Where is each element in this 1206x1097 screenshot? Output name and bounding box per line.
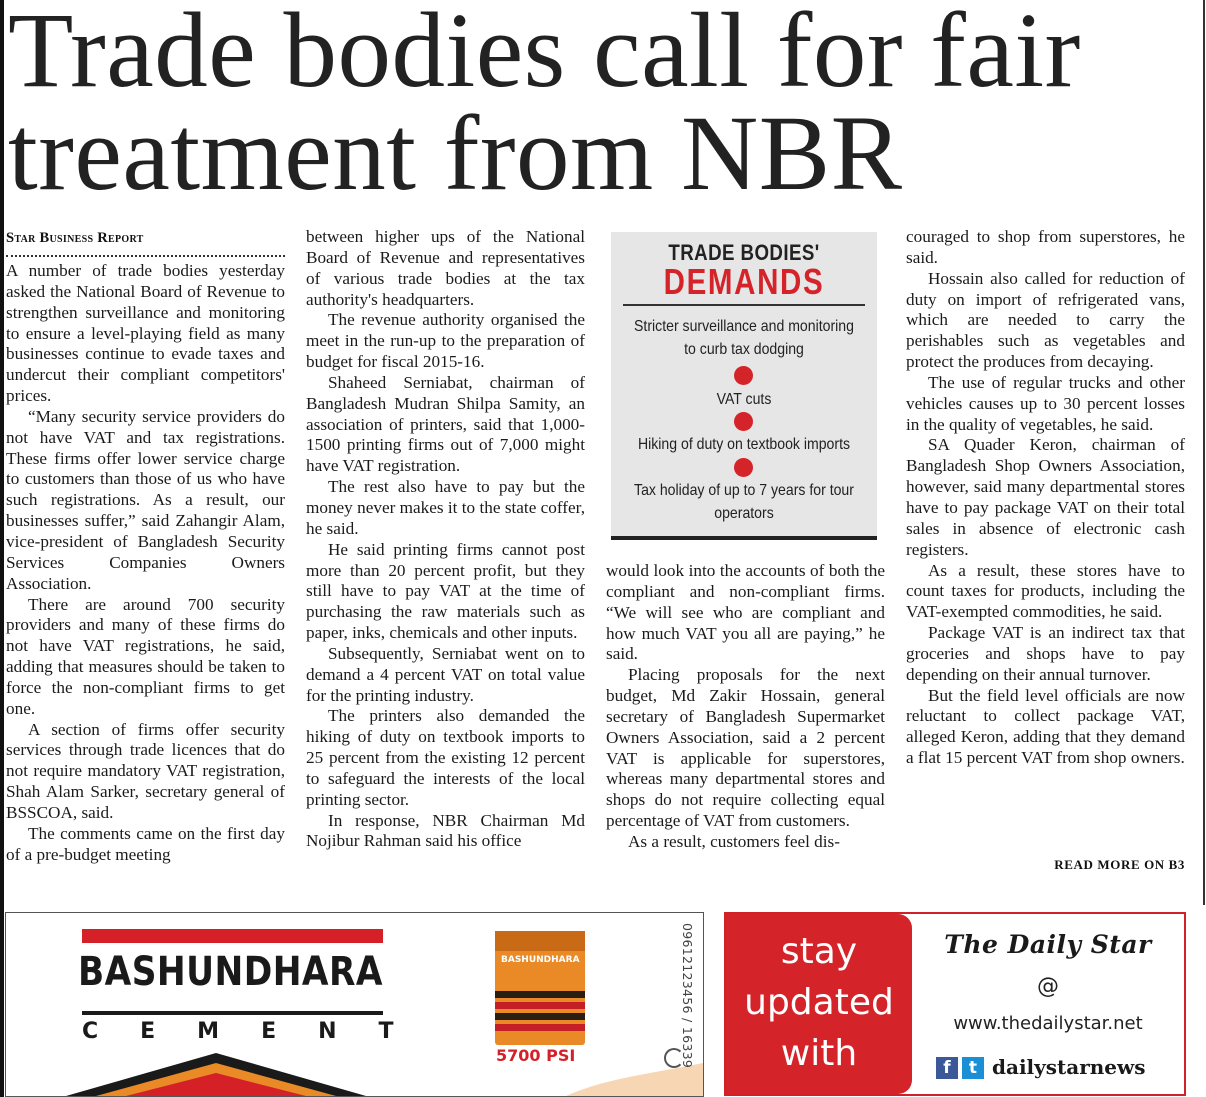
paragraph: couraged to shop from superstores, he said.	[906, 227, 1185, 267]
paragraph: A number of trade bodies yesterday asked the National Board of Revenue to strengthen surveillance and monitoring to ensure a level-playing field as many businesses continue to evade taxes and undercut their compliant competitors' prices.	[6, 261, 285, 406]
ad-red-panel	[726, 914, 912, 1094]
byline-divider	[6, 248, 285, 257]
brand-subtitle: CEMENT	[82, 1019, 436, 1044]
demand-item: Hiking of duty on textbook imports	[637, 436, 851, 453]
demand-item: Tax holiday of up to 7 years for tour operators	[634, 482, 854, 522]
paragraph: The comments came on the first day of a pre-budget meeting	[6, 823, 285, 864]
demand-item: Stricter surveillance and monitoring to curb tax dodging	[634, 318, 854, 358]
paragraph: A section of firms offer security services through trade licences that do not require mandatory VAT registration, Shah Alam Sarker, secretary general of BSSCOA, said.	[6, 719, 285, 822]
slogan-line: with	[780, 1033, 858, 1074]
paragraph: Subsequently, Serniabat went on to demand a 4 percent VAT on total value for the printing industry.	[306, 643, 585, 705]
paragraph: There are around 700 security providers and many of these firms do not have VAT registrations, he said, adding that measures should be taken to force the non-compliant firms to get one.	[6, 594, 285, 718]
facebook-icon[interactable]: f	[936, 1057, 958, 1079]
bullet-dot-icon	[734, 366, 753, 385]
byline: Star Business Report	[6, 230, 144, 246]
brand-name: BASHUNDHARA	[78, 949, 383, 995]
slogan-line: updated	[744, 982, 894, 1023]
social-handle: dailystarnews	[992, 1055, 1146, 1079]
social-links[interactable]	[936, 1054, 1181, 1082]
at-sign: @	[1037, 974, 1059, 999]
paragraph: Package VAT is an indirect tax that groceries and shops have to pay depending on their annual turnover.	[906, 623, 1185, 684]
cement-bag-stripe	[495, 1002, 585, 1009]
brand-underline	[82, 1011, 383, 1015]
brand-red-bar	[82, 929, 383, 943]
phone-icon	[664, 1048, 684, 1068]
cement-bag-label: BASHUNDHARA	[501, 955, 580, 965]
headline: Trade bodies call for fair treatment from NBR	[8, 0, 1081, 213]
column-edge-rule	[1203, 0, 1205, 905]
paragraph: Shaheed Serniabat, chairman of Bangladesh Mudran Shilpa Samity, an association of printers, said that 1,000-1500 printing firms out of 7,000 might have VAT registration.	[306, 372, 585, 476]
page-edge-rule	[0, 0, 4, 1097]
bullet-dot-icon	[734, 458, 753, 477]
article-column-2	[306, 227, 585, 852]
read-more-link[interactable]: READ MORE ON B3	[1054, 857, 1185, 872]
bashundhara-cement-ad[interactable]	[5, 912, 704, 1097]
article-column-3	[606, 561, 885, 853]
cement-bag-top	[495, 931, 585, 951]
daily-star-ad[interactable]	[724, 912, 1186, 1096]
paragraph: “Many security service providers do not have VAT and tax registrations. These firms offer lower service charge to customers than those of us who have such registrations. As a result, our businesses suffer,” said Zahangir Alam, vice-president of Bangladesh Security Services Companies Owners Association.	[6, 406, 285, 593]
daily-star-logo: The Daily Star	[944, 930, 1152, 959]
ad-phone-number: 09612123456 / 16339	[680, 923, 695, 1069]
paragraph: would look into the accounts of both the compliant and non-compliant firms. “We will see who are compliant and how much VAT you all are paying,” he said.	[606, 561, 885, 664]
paragraph: The use of regular trucks and other vehicles causes up to 30 percent losses in the quality of vegetables, he said.	[906, 372, 1185, 434]
paragraph: As a result, these stores have to count taxes for products, including the VAT-exempted commodities, he said.	[906, 560, 1185, 622]
infobox-divider	[623, 304, 865, 306]
paragraph: In response, NBR Chairman Md Nojibur Rahman said his office	[306, 810, 585, 851]
infobox-title-top: TRADE BODIES'	[668, 240, 820, 265]
paragraph: SA Quader Keron, chairman of Bangladesh Shop Owners Association, however, said many departmental stores have to pay package VAT on their total sales in absence of electronic cash registers.	[906, 435, 1185, 559]
paragraph: But the field level officials are now reluctant to collect package VAT, alleged Keron, adding that they demand a flat 15 percent VAT from shop owners.	[906, 685, 1185, 768]
bullet-dot-icon	[734, 412, 753, 431]
paragraph: The rest also have to pay but the money never makes it to the state coffer, he said.	[306, 477, 585, 538]
paragraph: The revenue authority organised the meet in the run-up to the preparation of budget for fiscal 2015-16.	[306, 310, 585, 372]
demand-item: VAT cuts	[716, 391, 772, 408]
cement-bag-stripe	[495, 991, 585, 998]
article-column-1	[6, 227, 285, 865]
cement-bag-stripe	[495, 1024, 585, 1031]
paragraph: The printers also demanded the hiking of duty on textbook imports to 25 percent from the existing 12 percent to safeguard the interests of the local printing sector.	[306, 706, 585, 809]
trade-bodies-demands-box	[611, 232, 877, 540]
paragraph: Placing proposals for the next budget, Md Zakir Hossain, general secretary of Bangladesh Supermarket Owners Association, said a 2 percent VAT is applicable for superstores, whereas many departmental stores and shops do not require collecting equal percentage of VAT from customers.	[606, 665, 885, 831]
paragraph: As a result, customers feel dis-	[628, 831, 840, 851]
cement-strength: 5700 PSI	[496, 1046, 576, 1065]
ad-slogan	[726, 926, 912, 1079]
cement-bag-image	[495, 931, 585, 1045]
article-column-4	[906, 227, 1185, 769]
cement-bag-stripe	[495, 1013, 585, 1020]
slogan-line: stay	[780, 931, 858, 972]
paragraph: Hossain also called for reduction of duty on import of refrigerated vans, which are needed to carry the perishables such as vegetables and protect the produces from decaying.	[906, 268, 1185, 372]
website-link[interactable]: www.thedailystar.net	[953, 1013, 1143, 1034]
paragraph: He said printing firms cannot post more than 20 percent profit, but they still have to pay VAT at the time of purchasing the raw materials such as paper, inks, chemicals and other inputs.	[306, 539, 585, 643]
twitter-icon[interactable]: t	[962, 1057, 984, 1079]
infobox-title-main: DEMANDS	[663, 261, 825, 302]
paragraph: between higher ups of the National Board of Revenue and representatives of various trade bodies at the tax authority's headquarters.	[306, 227, 585, 309]
